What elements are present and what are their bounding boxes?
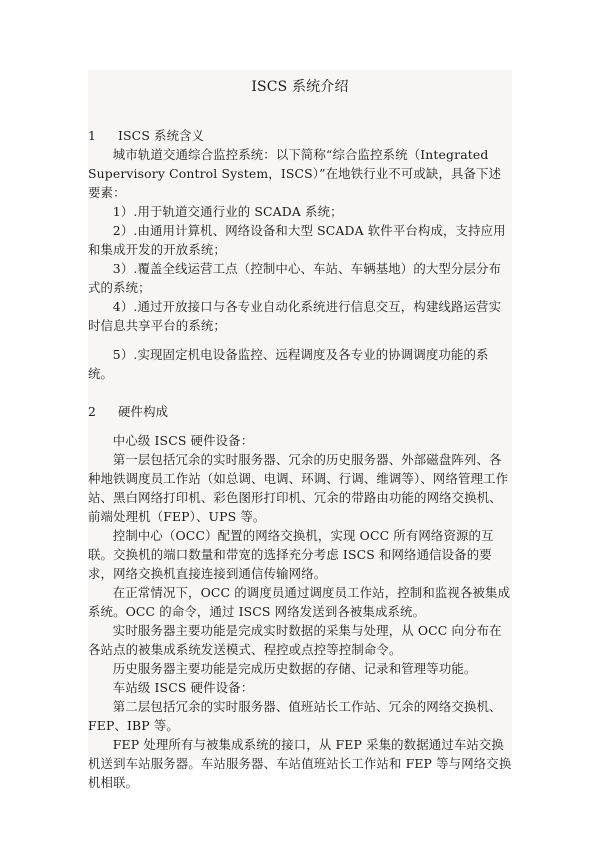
- paragraph: FEP 处理所有与被集成系统的接口，从 FEP 采集的数据通过车站交换机送到车站服务器。车站服务器、车站值班站长工作站和 FEP 等与网络交换机相联。: [88, 737, 512, 790]
- section-2-number: 2: [88, 404, 97, 419]
- list-item: 5）.实现固定机电设备监控、远程调度及各专业的协调调度功能的系统。: [88, 347, 489, 381]
- paragraph: 第二层包括冗余的实时服务器、值班站长工作站、冗余的网络交换机、FEP、IBP 等。: [88, 699, 502, 733]
- document-title: ISCS 系统介绍: [251, 79, 349, 95]
- section-1-intro: 城市轨道交通综合监控系统：以下简称“综合监控系统（Integrated Supervisory Control System，ISCS）”在地铁行业不可或缺，具备下述要素：: [88, 147, 502, 200]
- paragraph: 实时服务器主要功能是完成实时数据的采集与处理，从 OCC 向分布在各站点的被集成系统发送模式、程控或点控等控制命令。: [88, 623, 502, 657]
- paragraph: 中心级 ISCS 硬件设备：: [112, 433, 254, 448]
- list-item: 4）.通过开放接口与各专业自动化系统进行信息交互，构建线路运营实时信息共享平台的系统；: [88, 299, 502, 333]
- paragraph: 历史服务器主要功能是完成历史数据的存储、记录和管理等功能。: [112, 661, 477, 676]
- section-1-title: ISCS 系统含义: [118, 128, 205, 143]
- list-item: 2）.由通用计算机、网络设备和大型 SCADA 软件平台构成，支持应用和集成开发的开放系统；: [88, 223, 506, 257]
- document-body: [88, 78, 512, 792]
- section-2-heading: [88, 402, 512, 421]
- section-1-number: 1: [88, 128, 97, 143]
- paragraph: 在正常情况下，OCC 的调度员通过调度员工作站，控制和监视各被集成系统。OCC 的命令，通过 ISCS 网络发送到各被集成系统。: [88, 585, 511, 619]
- section-1-heading: [88, 126, 512, 145]
- paragraph: 控制中心（OCC）配置的网络交换机，实现 OCC 所有网络资源的互联。交换机的端口数量和带宽的选择充分考虑 ISCS 和网络通信设备的要求，网络交换机直接连接到通信传输网络。: [88, 528, 494, 581]
- section-2-title: 硬件构成: [118, 404, 169, 419]
- paragraph: 第一层包括冗余的实时服务器、冗余的历史服务器、外部磁盘阵列、各种地铁调度员工作站（如总调、电调、环调、行调、维调等）、网络管理工作站、黑白网络打印机、彩色图形打印机、冗余的带路由功能的网络交换机、前端处理机（FEP）、UPS 等。: [88, 452, 509, 524]
- paragraph: 车站级 ISCS 硬件设备：: [112, 680, 254, 695]
- list-item: 1）.用于轨道交通行业的 SCADA 系统；: [112, 204, 343, 219]
- list-item: 3）.覆盖全线运营工点（控制中心、车站、车辆基地）的大型分层分布式的系统；: [88, 261, 502, 295]
